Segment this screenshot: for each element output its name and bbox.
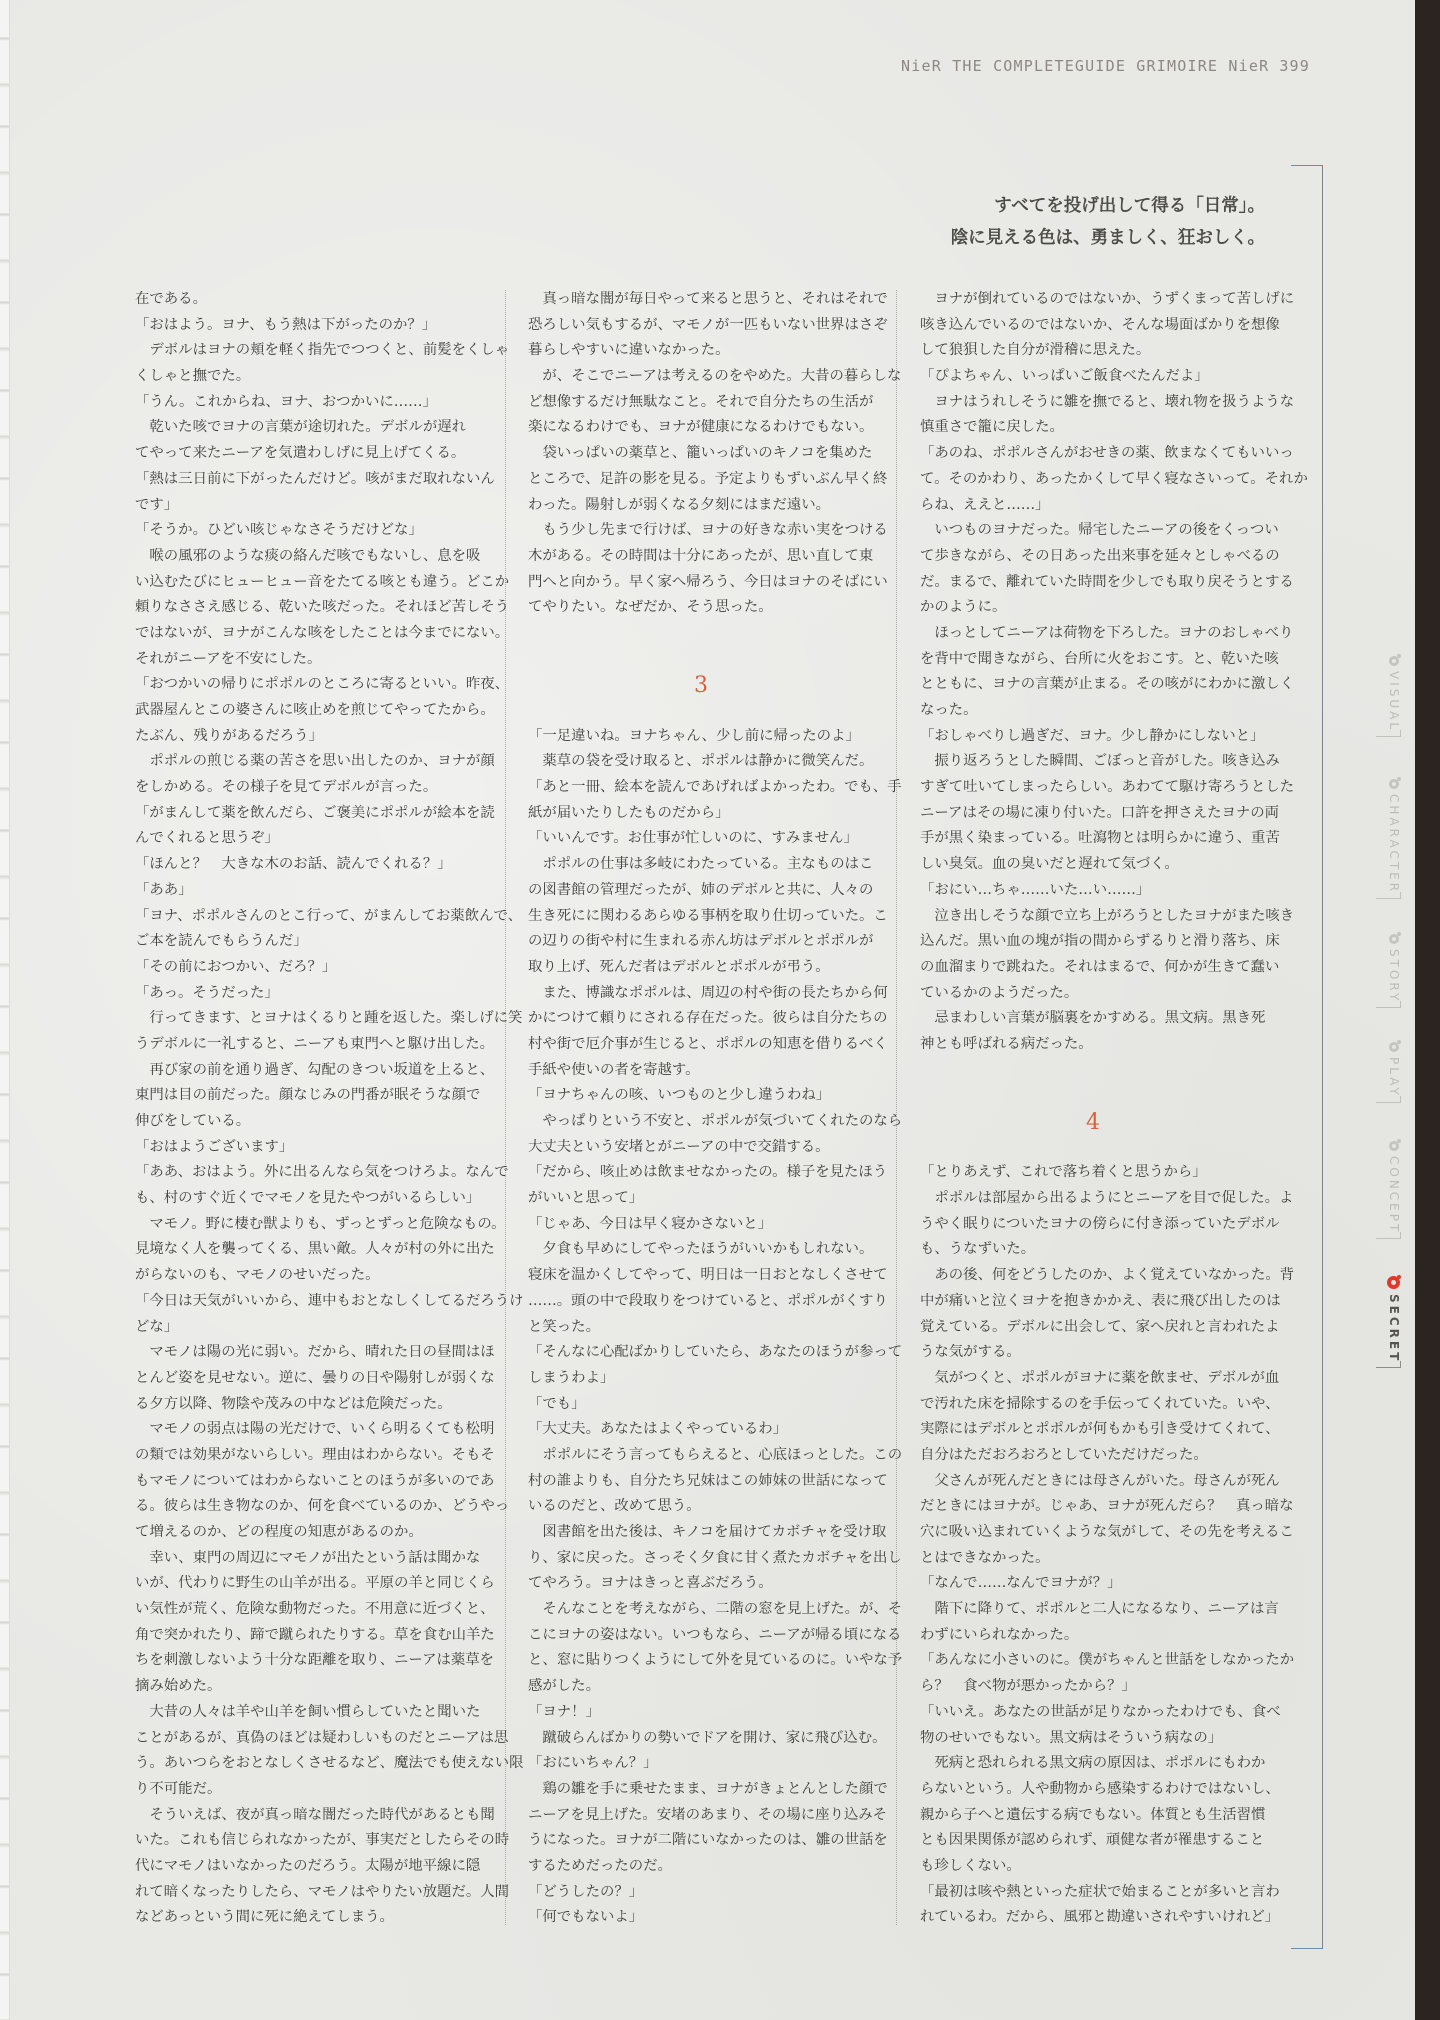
text-line: 手紙や使いの者を寄越す。	[528, 1061, 700, 1078]
running-title: NieR THE COMPLETEGUIDE GRIMOIRE NieR	[901, 57, 1270, 75]
text-line: てやりたい。なぜだか、そう思った。	[528, 599, 773, 616]
text-line: するためだったのだ。	[528, 1857, 672, 1874]
text-line: うな気がする。	[920, 1344, 1021, 1361]
text-line: て歩きながら、その日あった出来事を延々としゃべるの	[920, 547, 1280, 564]
text-line: い気性が荒く、危険な動物だった。不用意に近づくと、	[135, 1601, 495, 1618]
text-line: 伸びをしている。	[135, 1113, 251, 1129]
tab-end-mark	[1376, 1096, 1401, 1103]
text-line: 「その前におつかい、だろ？」	[135, 958, 337, 975]
torn-page-edge	[0, 0, 10, 2020]
text-line: 「でも」	[528, 1395, 586, 1412]
text-line: 「おしゃべりし過ぎだ、ヨナ。少し静かにしないと」	[920, 727, 1265, 744]
text-line: 取り上げ、死んだ者はデボルとポポルが弔う。	[528, 958, 830, 975]
text-line: れているわ。だから、風邪と勘違いされやすいけれど」	[920, 1909, 1280, 1926]
text-line: などあっという間に死に絶えてしまう。	[135, 1909, 394, 1926]
text-line: 紙が届いたりしたものだから」	[528, 804, 730, 821]
text-line: ニーアはその場に凍り付いた。口許を押さえたヨナの両	[920, 804, 1280, 821]
text-line: それがニーアを不安にした。	[135, 650, 322, 667]
text-line: もマモノについてはわからないことのほうが多いのであ	[135, 1472, 495, 1489]
text-line: すぎて吐いてしまったらしい。あわてて駆け寄ろうとした	[920, 779, 1295, 796]
text-line: てやって来たニーアを気遣わしげに見上げてくる。	[135, 445, 466, 462]
text-line: 大昔の人々は羊や山羊を飼い慣らしていたと聞いた	[135, 1703, 481, 1720]
text-line: 「そうか。ひどい咳じゃなさそうだけどな」	[135, 522, 423, 539]
text-line: らね、ええと……」	[920, 496, 1050, 513]
tab-label: CHARACTER	[1387, 794, 1401, 895]
text-line: 暮らしやすいに違いなかった。	[528, 342, 730, 359]
text-line: の図書館の管理だったが、姉のデボルと共に、人々の	[528, 881, 874, 898]
text-line: ポポルの仕事は多岐にわたっている。主なものはこ	[528, 856, 874, 873]
text-line: わずにいられなかった。	[920, 1626, 1079, 1643]
tab-label: SECRET	[1387, 1294, 1401, 1364]
tab-end-mark	[1376, 1232, 1401, 1239]
text-line: 門へと向かう。早く家へ帰ろう、今日はヨナのそばにい	[528, 573, 888, 590]
text-line: 「どうしたの？」	[528, 1883, 644, 1900]
text-line: ……。頭の中で段取りをつけていると、ポポルがくすり	[528, 1292, 888, 1309]
column-divider	[505, 290, 506, 1925]
text-line: 気がつくと、ポポルがヨナに薬を飲ませ、デボルが血	[920, 1369, 1280, 1386]
text-line: 図書館を出た後は、キノコを届けてカボチャを受け取	[528, 1524, 887, 1541]
text-line: 頼りなささえ感じる、乾いた咳だった。それほど苦しそう	[135, 599, 510, 616]
text-line: マモノの弱点は陽の光だけで、いくら明るくても松明	[135, 1421, 495, 1438]
chapter-headline	[951, 190, 1265, 254]
text-line: くしゃと撫でた。	[135, 368, 251, 385]
text-line: 「ヨナちゃんの咳、いつものと少し違うわね」	[528, 1087, 831, 1104]
text-line: 感がした。	[528, 1678, 600, 1695]
text-line: の血溜まりで跳ねた。それはまるで、何かが生きて蠢い	[920, 958, 1280, 975]
tab-end-mark	[1376, 1361, 1401, 1368]
text-line: 「おはようございます」	[135, 1138, 294, 1155]
text-line: 階下に降りて、ポポルと二人になるなり、ニーアは言	[920, 1601, 1279, 1618]
tab-label: STORY	[1387, 949, 1401, 1004]
text-line: 「何でもないよ」	[528, 1909, 644, 1926]
text-line: 慎重さで籠に戻した。	[920, 419, 1064, 436]
flower-marker-icon	[1389, 1042, 1399, 1052]
text-line: 寝床を温かくしてやって、明日は一日おとなしくさせて	[528, 1267, 888, 1284]
column-divider	[896, 290, 897, 1925]
text-line: 「そんなに心配ばかりしていたら、あなたのほうが参って	[528, 1344, 903, 1361]
text-line: わった。陽射しが弱くなる夕刻にはまだ遠い。	[528, 496, 831, 513]
text-line: いつものヨナだった。帰宅したニーアの後をくっつい	[920, 522, 1279, 539]
text-line: いが、代わりに野生の山羊が出る。平原の羊と同じくら	[135, 1575, 495, 1592]
text-line: 武器屋んとこの婆さんに咳止めを煎じてやってたから。	[135, 702, 495, 718]
text-line: 真っ暗な闇が毎日やって来ると思うと、それはそれで	[528, 291, 888, 307]
tab-end-mark	[1376, 892, 1401, 899]
flower-marker-icon	[1389, 1141, 1399, 1151]
text-line: また、博識なポポルは、周辺の村や街の長たちから何	[528, 984, 888, 1001]
text-line: 死病と恐れられる黒文病の原因は、ポポルにもわか	[920, 1755, 1266, 1772]
text-line: 生き死にに関わるあらゆる事柄を取り仕切っていた。こ	[528, 907, 888, 924]
text-line: あの後、何をどうしたのか、よく覚えていなかった。背	[920, 1267, 1295, 1284]
text-line: ではないが、ヨナがこんな咳をしたことは今までにない。	[135, 624, 510, 641]
text-line: 大丈夫という安堵とがニーアの中で交錯する。	[528, 1138, 830, 1155]
text-line: 自分はただおろおろとしていただけだった。	[920, 1446, 1208, 1463]
text-line: がいいと思って」	[528, 1190, 644, 1207]
text-line: 神とも呼ばれる病だった。	[920, 1035, 1093, 1052]
text-line: うになった。ヨナが二階にいなかったのは、雛の世話を	[528, 1832, 888, 1849]
text-line: とんど姿を見せない。逆に、曇りの日や陽射しが弱くな	[135, 1369, 495, 1386]
text-line: ヨナはうれしそうに雛を撫でると、壊れ物を扱うような	[920, 393, 1295, 410]
text-line: 忌まわしい言葉が脳裏をかすめる。黒文病。黒き死	[920, 1010, 1266, 1027]
page-number: 399	[1279, 57, 1311, 75]
text-line: う。あいつらをおとなしくさせるなど、魔法でも使えない限	[135, 1755, 524, 1772]
flower-marker-icon	[1389, 934, 1399, 944]
text-line: もう少し先まで行けば、ヨナの好きな赤い実をつける	[528, 522, 888, 539]
text-line: とも因果関係が認められず、頑健な者が罹患すること	[920, 1832, 1265, 1849]
text-line: 覚えている。デボルに出会して、家へ戻れと言われたよ	[920, 1318, 1280, 1335]
text-line: 「おにい…ちゃ……いた…い……」	[920, 881, 1151, 898]
text-line: んでくれると思うぞ」	[135, 830, 279, 847]
text-line: 咳き込んでいるのではないか、そんな場面ばかりを想像	[920, 316, 1280, 333]
text-line: 父さんが死んだときには母さんがいた。母さんが死ん	[920, 1472, 1280, 1489]
headline-bracket	[1291, 165, 1323, 1949]
text-line: 摘み始めた。	[135, 1678, 222, 1695]
text-line: マモノ。野に棲む獣よりも、ずっとずっと危険なもの。	[135, 1215, 506, 1232]
text-line: 「熱は三日前に下がったんだけど。咳がまだ取れないん	[135, 470, 495, 487]
text-line: 幸い、東門の周辺にマモノが出たという話は聞かな	[135, 1549, 481, 1566]
text-line: ヨナが倒れているのではないか、うずくまって苦しげに	[920, 291, 1295, 307]
text-line: いた。これも信じられなかったが、事実だとしたらその時	[135, 1832, 510, 1849]
text-line: 楽になるわけでも、ヨナが健康になるわけでもない。	[528, 419, 874, 436]
text-line: 中が痛いと泣くヨナを抱きかかえ、表に飛び出したのは	[920, 1292, 1281, 1309]
text-line: 在である。	[135, 291, 207, 307]
text-line: いるのだと、改めて思う。	[528, 1498, 701, 1515]
text-line: やっぱりという不安と、ポポルが気づいてくれたのなら	[528, 1113, 903, 1130]
text-line: 込んだ。黒い血の塊が指の間からずるりと滑り落ち、床	[920, 933, 1280, 950]
section-number: 3	[694, 672, 708, 698]
text-line: 再び家の前を通り過ぎ、勾配のきつい坂道を上ると、	[135, 1061, 495, 1078]
tab-end-mark	[1376, 1001, 1401, 1008]
text-line: ことがあるが、真偽のほどは疑わしいものだとニーアは思	[135, 1729, 509, 1746]
text-line: たぶん、残りがあるだろう」	[135, 727, 323, 744]
text-line: ところで、足許の影を見る。予定よりもずいぶん早く終	[528, 470, 888, 487]
text-line: だ。まるで、離れていた時間を少しでも取り戻そうとする	[920, 573, 1294, 590]
text-line: とはできなかった。	[920, 1549, 1050, 1566]
side-tab-play	[1387, 1042, 1401, 1103]
tab-label: VISUAL	[1387, 671, 1401, 733]
tab-label: PLAY	[1387, 1057, 1401, 1098]
text-line: も珍しくない。	[920, 1857, 1021, 1874]
text-line: かのように。	[920, 599, 1007, 616]
text-line: 「ああ、おはよう。外に出るんなら気をつけろよ。なんで	[135, 1164, 509, 1181]
tab-end-mark	[1376, 730, 1401, 737]
text-line: 「今日は天気がいいから、連中もおとなしくしてるだろうけ	[135, 1292, 524, 1309]
text-line: 見境なく人を襲ってくる、黒い敵。人々が村の外に出た	[135, 1241, 495, 1258]
text-column-2	[528, 287, 903, 1931]
text-line: の辺りの街や村に生まれる赤ん坊はデボルとポポルが	[528, 933, 874, 950]
text-line: 「ヨナ！」	[528, 1703, 600, 1720]
text-line: 蹴破らんばかりの勢いでドアを開け、家に飛び込む。	[528, 1729, 887, 1746]
text-line: をしかめる。その様子を見てデボルが言った。	[135, 779, 438, 796]
text-line: 「なんで……なんでヨナが？」	[920, 1575, 1122, 1592]
text-line: 木がある。その時間は十分にあったが、思い直して東	[528, 547, 874, 564]
text-line: 「あのね、ポポルさんがおせきの薬、飲まなくてもいいっ	[920, 445, 1294, 462]
text-line: 「うん。これからね、ヨナ、おつかいに……」	[135, 393, 437, 410]
text-line: 恐ろしい気もするが、マモノが一匹もいない世界はさぞ	[528, 316, 888, 333]
text-line: 袋いっぱいの薬草と、籠いっぱいのキノコを集めた	[528, 445, 873, 462]
headline-line-1: すべてを投げ出して得る「日常」。	[994, 196, 1265, 216]
text-line: ポポルにそう言ってもらえると、心底ほっとした。この	[528, 1446, 903, 1463]
text-line: こにヨナの姿はない。いつもなら、ニーアが帰る頃になる	[528, 1626, 902, 1643]
text-line: がらないのも、マモノのせいだった。	[135, 1267, 380, 1284]
text-line: ご本を読んでもらうんだ」	[135, 933, 308, 950]
text-line: 「おつかいの帰りにポポルのところに寄るといい。昨夜、	[135, 676, 510, 693]
scan-binding-edge	[1415, 0, 1440, 2020]
text-line: 「じゃあ、今日は早く寝かさないと」	[528, 1215, 773, 1232]
tab-label: CONCEPT	[1387, 1156, 1401, 1235]
side-tab-concept	[1387, 1141, 1401, 1239]
text-line: とともに、ヨナの言葉が止まる。その咳がにわかに激しく	[920, 676, 1295, 693]
text-line: うやく眠りについたヨナの傍らに付き添っていたデボル	[920, 1215, 1280, 1232]
side-tab-character	[1387, 779, 1401, 899]
text-line: 「おはよう。ヨナ、もう熱は下がったのか？」	[135, 316, 437, 333]
text-line: マモノは陽の光に弱い。だから、晴れた日の昼間はほ	[135, 1344, 495, 1361]
side-tab-secret	[1387, 1276, 1401, 1368]
text-line: 「一足違いね。ヨナちゃん、少し前に帰ったのよ」	[528, 727, 860, 744]
text-line: る夕方以降、物陰や茂みの中などは危険だった。	[135, 1395, 452, 1412]
text-line: り不可能だ。	[135, 1780, 222, 1797]
text-line: 「ああ」	[135, 881, 193, 898]
text-line: 実際にはデボルとポポルが何もかも引き受けてくれて、	[920, 1421, 1280, 1438]
text-line: 鶏の雛を手に乗せたまま、ヨナがきょとんとした顔で	[528, 1780, 888, 1797]
text-line: だときにはヨナが。じゃあ、ヨナが死んだら？ 真っ暗な	[920, 1498, 1294, 1515]
text-line: 東門は目の前だった。顔なじみの門番が眠そうな顔で	[135, 1087, 481, 1104]
text-line: 「とりあえず、これで落ち着くと思うから」	[920, 1164, 1207, 1181]
text-line: り、家に戻った。さっそく夕食に甘く煮たカボチャを出し	[528, 1549, 902, 1566]
text-line: ているかのようだった。	[920, 984, 1079, 1001]
text-line: 手が黒く染まっている。吐瀉物とは明らかに違う、重苦	[920, 830, 1280, 847]
text-line: 「大丈夫。あなたはよくやっているわ」	[528, 1421, 788, 1438]
text-line: ちを刺激しないよう十分な距離を取り、ニーアは薬草を	[135, 1652, 495, 1669]
text-line: が、そこでニーアは考えるのをやめた。大昔の暮らしな	[528, 368, 902, 385]
flower-marker-icon	[1388, 1276, 1401, 1289]
text-line: 「おにいちゃん？」	[528, 1755, 658, 1772]
text-line: らないという。人や動物から感染するわけではないし、	[920, 1780, 1280, 1797]
text-line: 村や街で厄介事が生じると、ポポルの知恵を借りるべく	[528, 1035, 888, 1052]
text-line: と笑った。	[528, 1318, 600, 1335]
text-column-3	[920, 287, 1308, 1931]
text-line: 「だから、咳止めは飲ませなかったの。様子を見たほう	[528, 1164, 888, 1181]
running-header	[901, 56, 1310, 76]
text-line: 泣き出しそうな顔で立ち上がろうとしたヨナがまた咳き	[920, 907, 1295, 924]
text-line: 物のせいでもない。黒文病はそういう病なの」	[920, 1729, 1223, 1746]
text-line: 夕食も早めにしてやったほうがいいかもしれない。	[528, 1241, 874, 1258]
headline-line-2: 陰に見える色は、勇ましく、狂おしく。	[950, 228, 1265, 248]
text-line: 「最初は咳や熱といった症状で始まることが多いと言わ	[920, 1883, 1280, 1900]
text-line: 「がまんして薬を飲んだら、ご褒美にポポルが絵本を読	[135, 804, 495, 821]
text-line: てやろう。ヨナはきっと喜ぶだろう。	[528, 1575, 773, 1592]
text-line: の類では効果がないらしい。理由はわからない。そもそ	[135, 1446, 495, 1463]
text-line: 薬草の袋を受け取ると、ポポルは静かに微笑んだ。	[528, 753, 874, 770]
text-line: 「ぴよちゃん、いっぱいご飯食べたんだよ」	[920, 368, 1209, 385]
text-line: て増えるのか、どの程度の知恵があるのか。	[135, 1524, 423, 1540]
text-line: しまうわよ」	[528, 1369, 615, 1386]
text-line: しい臭気。血の臭いだと遅れて気づく。	[920, 856, 1179, 873]
text-line: も、うなずいた。	[920, 1241, 1036, 1258]
text-line: れて暗くなったりしたら、マモノはやりたい放題だ。人間	[135, 1883, 510, 1900]
text-line: 「ヨナ、ポポルさんのとこ行って、がまんしてお薬飲んで、	[135, 907, 522, 924]
text-line: そんなことを考えながら、二階の窓を見上げた。が、そ	[528, 1601, 903, 1618]
text-line: 村の誰よりも、自分たち兄妹はこの姉妹の世話になって	[528, 1472, 888, 1489]
text-line: 穴に吸い込まれていくような気がして、その先を考えるこ	[920, 1524, 1294, 1541]
text-line: で汚れた床を掃除するのを手伝ってくれていた。いや、	[920, 1395, 1280, 1412]
text-line: 「いいんです。お仕事が忙しいのに、すみません」	[528, 830, 858, 847]
text-line: かにつけて頼りにされる存在だった。彼らは自分たちの	[528, 1010, 888, 1027]
text-line: ど想像するだけ無駄なこと。それで自分たちの生活が	[528, 393, 874, 410]
text-line: て。そのかわり、あったかくして早く寝なさいって。それか	[920, 470, 1308, 487]
section-number: 4	[1086, 1109, 1100, 1135]
text-line: ら？ 食べ物が悪かったから？」	[920, 1678, 1136, 1695]
text-line: 喉の風邪のような痰の絡んだ咳でもないし、息を吸	[135, 547, 481, 564]
text-column-1	[135, 287, 524, 1931]
flower-marker-icon	[1389, 779, 1399, 789]
text-line: 「あんなに小さいのに。僕がちゃんと世話をしなかったか	[920, 1652, 1295, 1669]
text-line: 代にマモノはいなかったのだろう。太陽が地平線に隠	[135, 1857, 481, 1874]
text-line: い込むたびにヒューヒュー音をたてる咳とも違う。どこか	[135, 573, 510, 590]
text-line: して狼狽した自分が滑稽に思えた。	[920, 342, 1151, 359]
text-line: デボルはヨナの頬を軽く指先でつつくと、前髪をくしゃ	[135, 342, 510, 359]
text-line: 行ってきます、とヨナはくるりと踵を返した。楽しげに笑	[135, 1010, 523, 1027]
text-line: ポポルの煎じる薬の苦さを思い出したのか、ヨナが顔	[135, 753, 495, 770]
text-line: る。彼らは生き物なのか、何を食べているのか、どうやっ	[135, 1498, 510, 1515]
text-line: も、村のすぐ近くでマモノを見たやつがいるらしい」	[135, 1190, 481, 1207]
section-heading	[528, 621, 874, 724]
side-tab-visual	[1387, 656, 1401, 737]
section-heading	[920, 1058, 1266, 1161]
text-line: です」	[135, 496, 179, 513]
text-line: 乾いた咳でヨナの言葉が途切れた。デボルが遅れ	[135, 419, 466, 436]
text-line: どな」	[135, 1318, 179, 1335]
text-line: 「あっ。そうだった」	[135, 984, 279, 1001]
text-line: ポポルは部屋から出るようにとニーアを目で促した。よ	[920, 1190, 1294, 1207]
text-line: 親から子へと遺伝する病でもない。体質とも生活習慣	[920, 1806, 1266, 1823]
text-line: 「いいえ。あなたの世話が足りなかったわけでも、食べ	[920, 1703, 1281, 1720]
text-line: ニーアを見上げた。安堵のあまり、その場に座り込みそ	[528, 1806, 888, 1823]
text-line: 「ほんと？ 大きな木のお話、読んでくれる？」	[135, 856, 452, 873]
text-line: を背中で聞きながら、台所に火をおこす。と、乾いた咳	[920, 650, 1279, 667]
text-line: 「あと一冊、絵本を読んであげればよかったわ。でも、手	[528, 779, 902, 796]
text-line: うデボルに一礼すると、ニーアも東門へと駆け出した。	[135, 1035, 495, 1052]
text-line: そういえば、夜が真っ暗な闇だった時代があるとも聞	[135, 1806, 495, 1823]
text-line: なった。	[920, 702, 978, 718]
text-line: と、窓に貼りつくようにして外を見ているのに。いやな予	[528, 1652, 903, 1669]
flower-marker-icon	[1389, 656, 1399, 666]
side-tab-story	[1387, 934, 1401, 1008]
text-line: 角で突かれたり、蹄で蹴られたりする。草を食む山羊た	[135, 1626, 495, 1643]
text-line: 振り返ろうとした瞬間、ごぼっと音がした。咳き込み	[920, 753, 1280, 770]
text-line: ほっとしてニーアは荷物を下ろした。ヨナのおしゃべり	[920, 624, 1294, 641]
